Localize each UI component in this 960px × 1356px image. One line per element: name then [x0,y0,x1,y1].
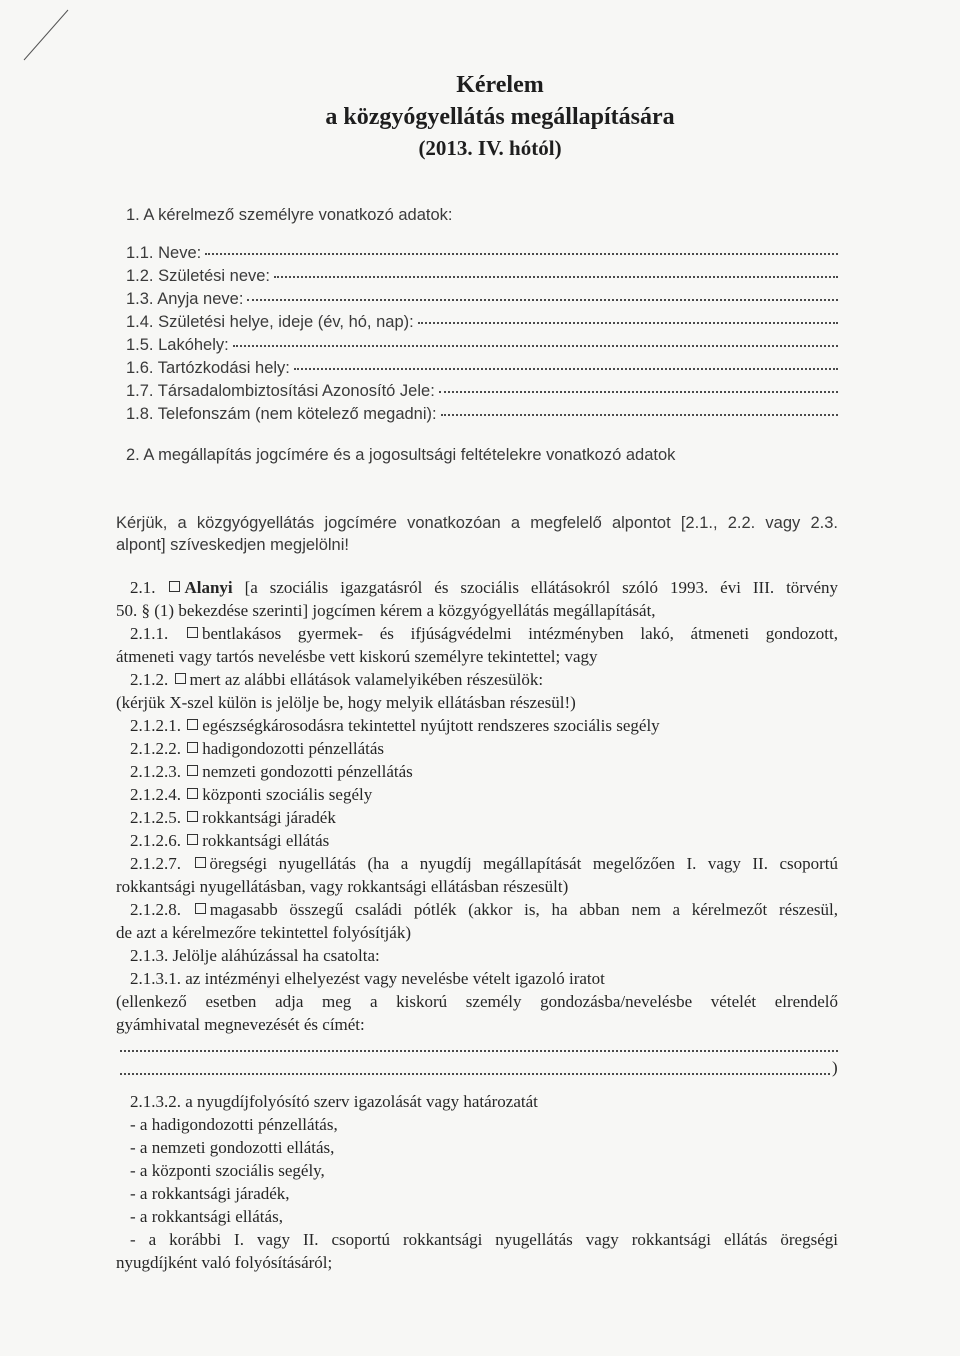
item-number: 2.1.2.4. [130,785,181,804]
item-2-1-2-6 [130,831,329,851]
item-2-1-2-8-line-1 [116,900,838,920]
item-2-1-3-1: 2.1.3.1. az intézményi elhelyezést vagy nevelésbe vételt igazoló iratot [130,969,605,988]
item-text: nemzeti gondozotti pénzellátás [202,762,413,781]
item-2-1-1-line-1 [116,624,838,644]
item-2-1-2 [130,670,543,690]
checkbox[interactable] [187,811,198,822]
closing-parenthesis: ) [832,1058,838,1077]
item-number: 2.1.2.7. [130,854,181,873]
title-line-2: a közgyógyellátás megállapítására [325,104,675,130]
item-2-1-3-1-paren-line-1: (ellenkező esetben adja meg a kiskorú személy gondozásba/nevelésbe vételét elrendelő [116,992,838,1011]
item-number: 2.1.2. [130,670,169,689]
dash-item: - a központi szociális segély, [130,1161,325,1180]
item-2-1-2-5 [130,808,336,828]
item-2-1-2-4 [130,785,372,805]
checkbox[interactable] [187,719,198,730]
item-text: hadigondozotti pénzellátás [202,739,384,758]
item-2-1-1-line-2: átmeneti vagy tartós nevelésbe vett kiskorú személyre tekintettel; vagy [116,647,598,666]
dash-item-last-line-1: - a korábbi I. vagy II. csoportú rokkantsági nyugellátás vagy rokkantsági ellátás öregségi [130,1230,838,1249]
field-birth-name[interactable] [126,267,838,286]
fill-line [418,320,838,324]
item-2-1-2-2 [130,739,384,759]
pen-mark-icon [10,6,80,66]
item-number: 2.1.1. [130,624,169,643]
item-number: 2.1.2.2. [130,739,181,758]
item-2-1-2-7-line-1 [116,854,838,874]
item-text: magasabb összegű családi pótlék (akkor is, ha abban nem a kérelmezőt részesül, [209,900,838,919]
item-number: 2.1.2.5. [130,808,181,827]
item-2-1-2-note: (kérjük X-szel külön is jelölje be, hogy melyik ellátásban részesül!) [116,693,576,712]
item-2-1-3-1-paren-line-2: gyámhivatal megnevezését és címét: [116,1015,365,1034]
dash-item-last-line-2: nyugdíjként való folyósításáról; [116,1253,333,1272]
fill-line [233,343,838,347]
fill-line [205,251,838,255]
item-text: rokkantsági járadék [202,808,336,827]
item-2-1-line-1 [116,578,838,598]
item-text: rokkantsági ellátás [202,831,330,850]
field-name[interactable] [126,244,838,263]
item-bold-label: Alanyi [184,578,233,597]
item-number: 2.1.2.3. [130,762,181,781]
field-stay-place[interactable] [126,359,838,378]
section-2-intro-line-1: Kérjük, a közgyógyellátás jogcímére vonatkozóan a megfelelő alpontot [2.1., 2.2. vagy 2.3. [116,514,838,532]
item-2-1-2-8-line-2: de azt a kérelmezőre tekintettel folyósítják) [116,923,412,942]
title-line-1: Kérelem [456,72,544,98]
section-2-intro-line-2: alpont] szíveskedjen megjelölni! [116,536,349,554]
field-label: 1.1. Neve: [126,244,202,262]
field-label: 1.8. Telefonszám (nem kötelező megadni): [126,405,437,423]
field-birth-place-date[interactable] [126,313,838,332]
item-2-1-line-2: 50. § (1) bekezdése szerinti] jogcímen kérem a közgyógyellátás megállapítását, [116,601,656,620]
field-residence[interactable] [126,336,838,355]
fill-line [294,366,838,370]
checkbox[interactable] [187,788,198,799]
checkbox[interactable] [169,581,180,592]
field-mother-name[interactable] [126,290,838,309]
item-number: 2.1. [130,578,156,597]
fill-line [247,297,838,301]
dash-item: - a rokkantsági járadék, [130,1184,290,1203]
field-label: 1.5. Lakóhely: [126,336,229,354]
field-taj[interactable] [126,382,838,401]
title-line-3: (2013. IV. hótól) [418,136,562,160]
item-text: központi szociális segély [202,785,373,804]
item-2-1-2-7-line-2: rokkantsági nyugellátásban, vagy rokkantsági ellátásban részesült) [116,877,569,896]
item-text: öregségi nyugellátás (ha a nyugdíj megállapítását megelőzően I. vagy II. csoportú [209,854,838,873]
checkbox[interactable] [187,834,198,845]
checkbox[interactable] [195,857,206,868]
field-label: 1.3. Anyja neve: [126,290,244,308]
item-number: 2.1.2.8. [130,900,181,919]
item-2-1-3-2: 2.1.3.2. a nyugdíjfolyósító szerv igazolását vagy határozatát [130,1092,538,1111]
checkbox[interactable] [187,765,198,776]
checkbox[interactable] [195,903,206,914]
item-text: egészségkárosodásra tekintettel nyújtott rendszeres szociális segély [202,716,660,735]
checkbox[interactable] [175,673,186,684]
fill-line [439,389,838,393]
field-label: 1.6. Tartózkodási hely: [126,359,290,377]
fill-line [441,412,838,416]
dash-item: - a hadigondozotti pénzellátás, [130,1115,338,1134]
dash-item: - a rokkantsági ellátás, [130,1207,283,1226]
item-number: 2.1.2.6. [130,831,181,850]
item-2-1-2-3 [130,762,413,782]
item-number: 2.1.2.1. [130,716,181,735]
section-2-heading: 2. A megállapítás jogcímére és a jogosultsági feltételekre vonatkozó adatok [126,446,676,464]
field-label: 1.4. Születési helye, ideje (év, hó, nap): [126,313,414,331]
item-2-1-2-1 [130,716,660,736]
checkbox[interactable] [187,627,198,638]
fill-line [274,274,838,278]
field-label: 1.2. Születési neve: [126,267,271,285]
authority-fill-line-1[interactable] [120,1048,838,1052]
checkbox[interactable] [187,742,198,753]
field-label: 1.7. Társadalombiztosítási Azonosító Jele: [126,382,435,400]
field-phone[interactable] [126,405,838,424]
section-1-heading: 1. A kérelmező személyre vonatkozó adatok: [126,206,453,224]
item-text: mert az alábbi ellátások valamelyikében részesülök: [189,670,544,689]
authority-fill-line-2[interactable] [120,1071,830,1075]
item-text: bentlakásos gyermek- és ifjúságvédelmi intézményben lakó, átmeneti gondozott, [201,624,839,643]
item-2-1-3: 2.1.3. Jelölje aláhúzással ha csatolta: [130,946,380,965]
dash-item: - a nemzeti gondozotti ellátás, [130,1138,335,1157]
item-text: [a szociális igazgatásról és szociális ellátásokról szóló 1993. évi III. törvény [244,578,839,597]
